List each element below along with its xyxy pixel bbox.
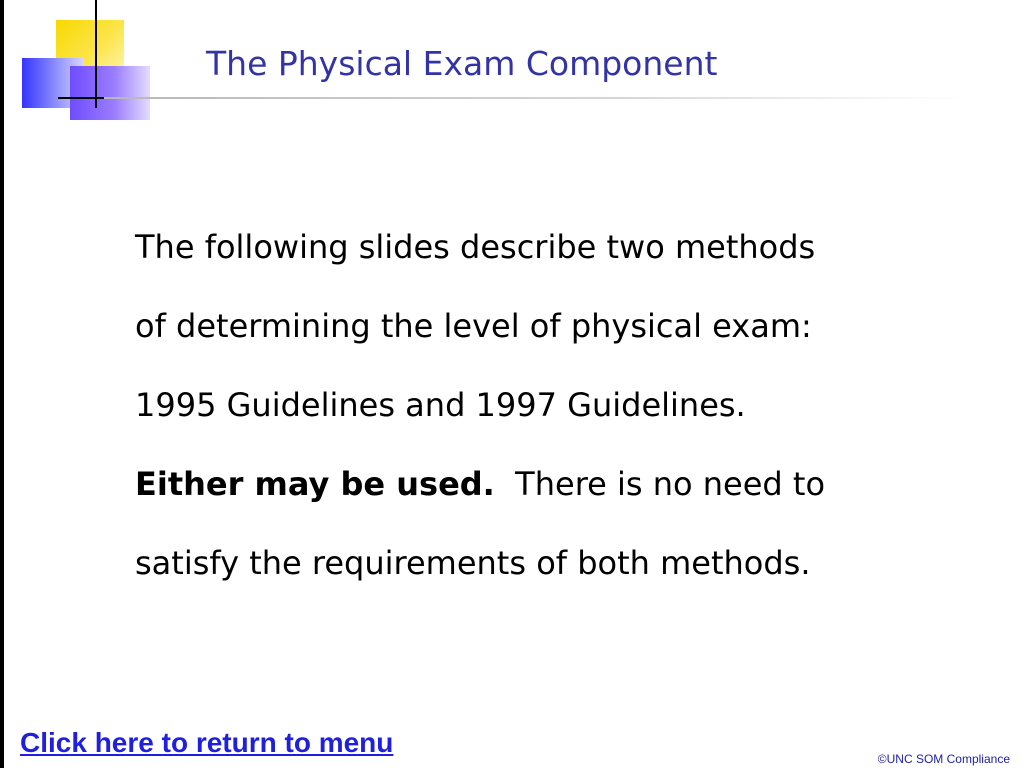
purple-square-shape (70, 66, 150, 120)
slide-body-text (135, 208, 935, 603)
slide-title: The Physical Exam Component (206, 44, 718, 83)
body-line-1: The following slides describe two methods (135, 228, 816, 266)
body-line-4-rest: There is no need to (515, 465, 826, 503)
body-line-5: satisfy the requirements of both methods. (135, 544, 811, 582)
copyright-footer: ©UNC SOM Compliance (877, 752, 1010, 766)
title-underline-rule (104, 97, 964, 99)
body-line-2: of determining the level of physical exam: (135, 307, 812, 345)
decorative-horizontal-line (58, 97, 104, 99)
decorative-logo-graphic (0, 0, 160, 125)
decorative-vertical-line (95, 0, 97, 108)
return-to-menu-link[interactable]: Click here to return to menu (20, 727, 394, 758)
body-line-4 (135, 445, 935, 524)
body-line-3: 1995 Guidelines and 1997 Guidelines. (135, 386, 746, 424)
emphasis-text: Either may be used. (135, 465, 495, 503)
